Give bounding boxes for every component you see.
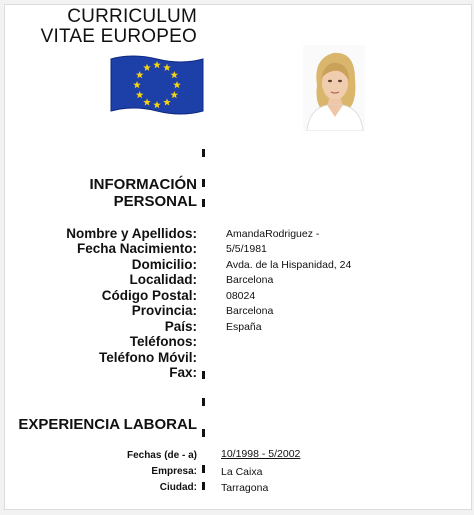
section-heading-experience: EXPERIENCIA LABORAL [18,416,197,433]
field-label: Ciudad: [159,482,197,493]
field-value: 10/1998 - 5/2002 [221,448,301,460]
field-label: Fax: [169,365,197,380]
field-value: Barcelona [226,305,274,317]
cv-title-line2: VITAE EUROPEO [40,26,197,47]
field-label: Localidad: [129,272,197,287]
field-label: Provincia: [131,303,197,318]
field-label: País: [164,319,197,334]
heading-line: INFORMACIÓN [89,176,197,193]
cv-page [4,4,472,510]
field-value: 5/5/1981 [226,243,267,255]
field-value: AmandaRodriguez - [226,228,320,240]
divider-bar [202,199,205,207]
field-label: Nombre y Apellidos: [66,226,197,241]
divider-bar [202,371,205,379]
field-label: Empresa: [151,466,197,477]
field-value: Avda. de la Hispanidad, 24 [226,259,352,271]
divider-bar [202,179,205,187]
field-label: Teléfono Móvil: [99,350,197,365]
divider-bar [202,398,205,406]
field-label: Fecha Nacimiento: [76,241,197,256]
field-value: La Caixa [221,466,263,478]
field-value: España [226,321,262,333]
field-value: 08024 [226,290,256,302]
field-label: Fechas (de - a) [126,450,197,461]
field-label: Domicilio: [131,257,197,272]
profile-photo [303,45,365,131]
divider-bar [202,429,205,437]
field-label: Teléfonos: [129,334,197,349]
field-value: Barcelona [226,274,274,286]
field-label: Código Postal: [101,288,197,303]
cv-title-line1: CURRICULUM [67,6,197,27]
eu-flag-icon [109,53,205,117]
heading-line: PERSONAL [113,193,197,210]
section-heading-personal [90,176,198,210]
cv-title [4,7,197,47]
divider-bar [202,149,205,157]
field-value: Tarragona [221,482,269,494]
divider-bar [202,465,205,473]
divider-bar [202,482,205,490]
